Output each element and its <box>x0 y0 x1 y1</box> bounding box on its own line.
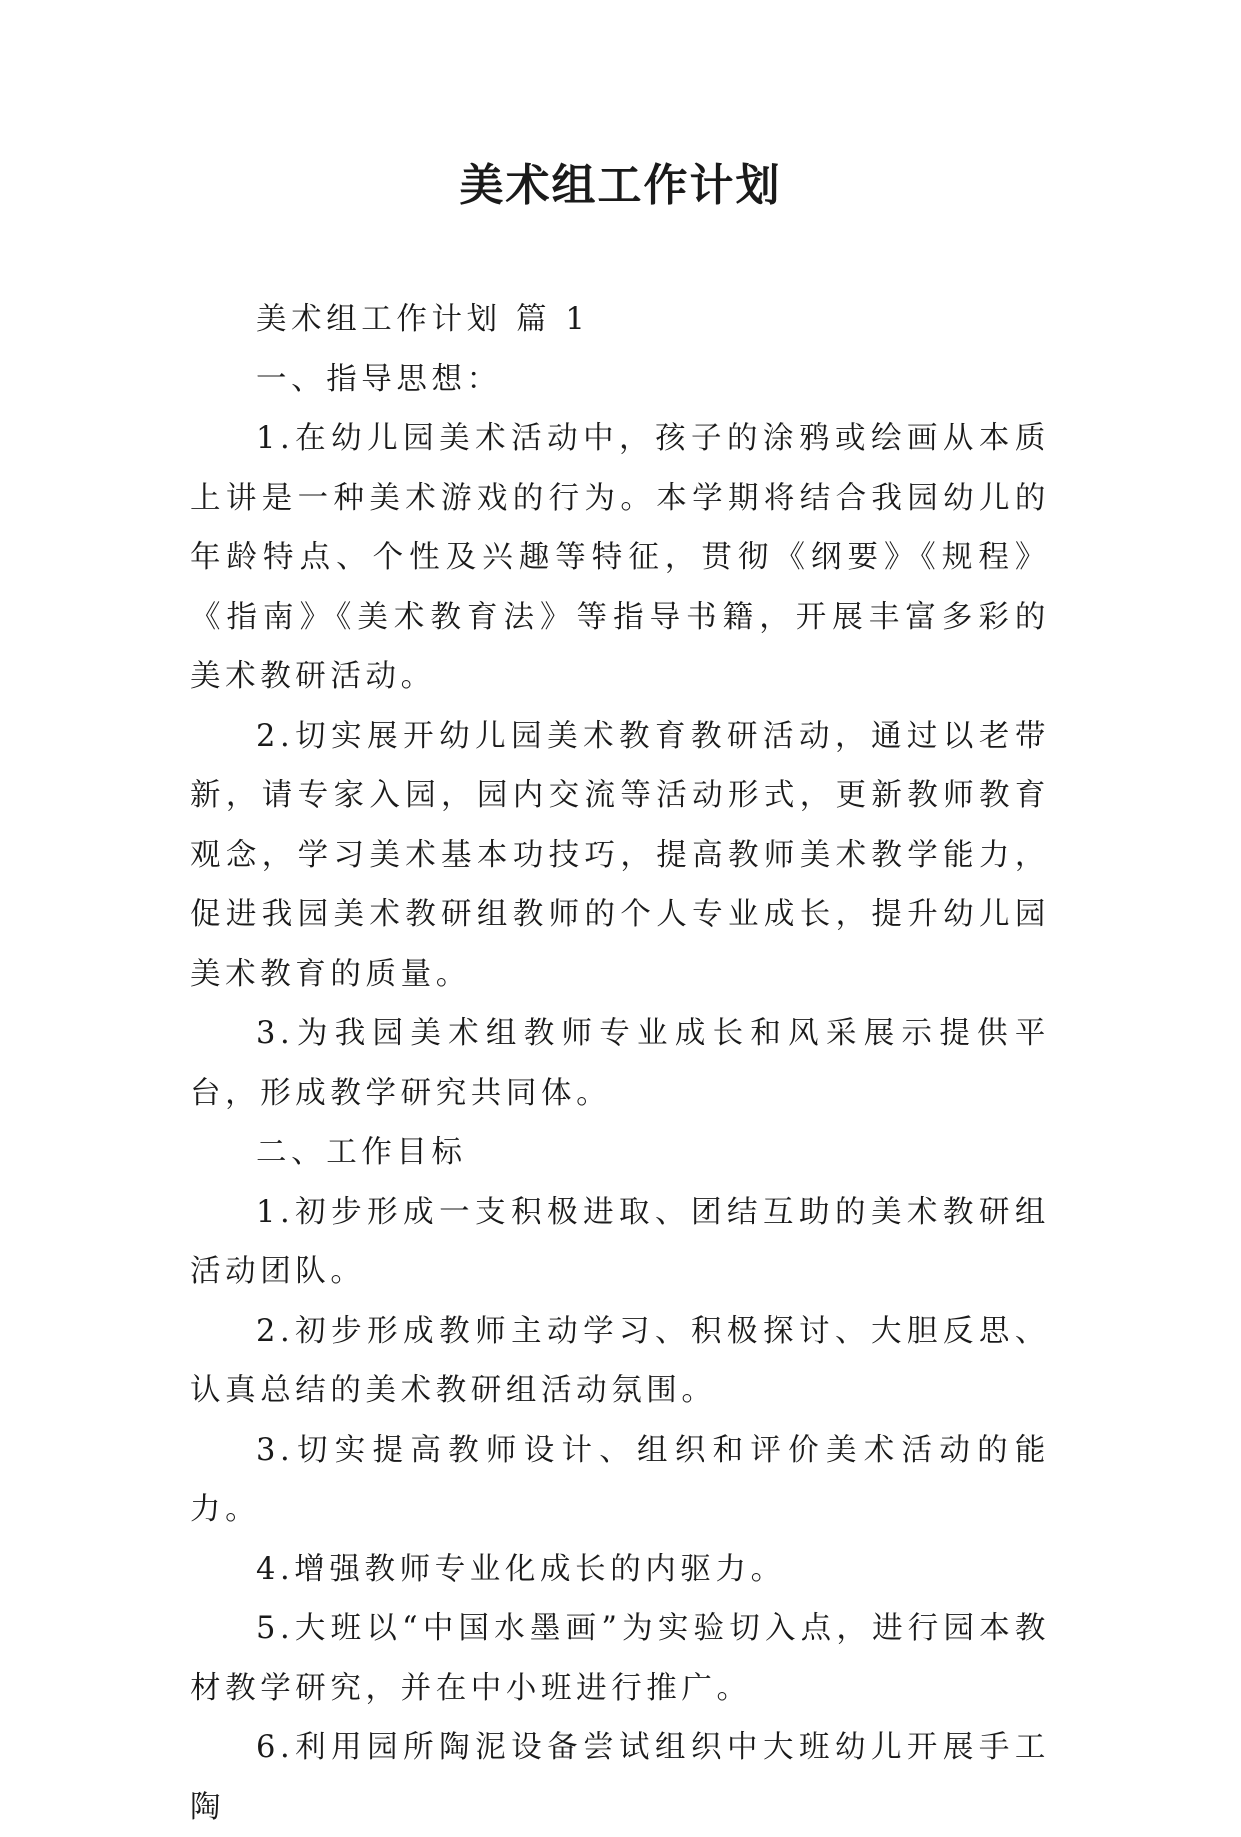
paragraph-guiding-1: 1.在幼儿园美术活动中，孩子的涂鸦或绘画从本质上讲是一种美术游戏的行为。本学期将结合我园幼儿的年龄特点、个性及兴趣等特征，贯彻《纲要》《规程》《指南》《美术教育法》等指导书籍，开展丰富多彩的美术教研活动。 <box>190 421 1050 694</box>
paragraph-guiding-2: 2.切实展开幼儿园美术教育教研活动，通过以老带新，请专家入园，园内交流等活动形式，更新教师教育观念，学习美术基本功技巧，提高教师美术教学能力，促进我园美术教研组教师的个人专业成长，提升幼儿园美术教育的质量。 <box>190 718 1050 992</box>
paragraph-goal-4: 4.增强教师专业化成长的内驱力。 <box>256 1551 786 1587</box>
paragraph-goal-6: 6.利用园所陶泥设备尝试组织中大班幼儿开展手工陶 <box>190 1730 1050 1825</box>
paragraph-goal-1: 1.初步形成一支积极进取、团结互助的美术教研组活动团队。 <box>190 1194 1050 1289</box>
section-subtitle: 美术组工作计划 篇 1 <box>256 302 590 337</box>
section-heading-work-goals: 二、工作目标 <box>256 1135 467 1170</box>
document-body <box>190 290 1050 1837</box>
paragraph-guiding-3: 3.为我园美术组教师专业成长和风采展示提供平台，形成教学研究共同体。 <box>190 1016 1050 1111</box>
document-title: 美术组工作计划 <box>459 160 782 211</box>
paragraph-goal-3: 3.切实提高教师设计、组织和评价美术活动的能力。 <box>190 1432 1050 1527</box>
paragraph-goal-2: 2.初步形成教师主动学习、积极探讨、大胆反思、认真总结的美术教研组活动氛围。 <box>190 1313 1050 1408</box>
section-heading-guiding-ideology: 一、指导思想： <box>256 361 502 397</box>
paragraph-goal-5: 5.大班以“中国水墨画”为实验切入点，进行园本教材教学研究，并在中小班进行推广。 <box>190 1611 1050 1706</box>
